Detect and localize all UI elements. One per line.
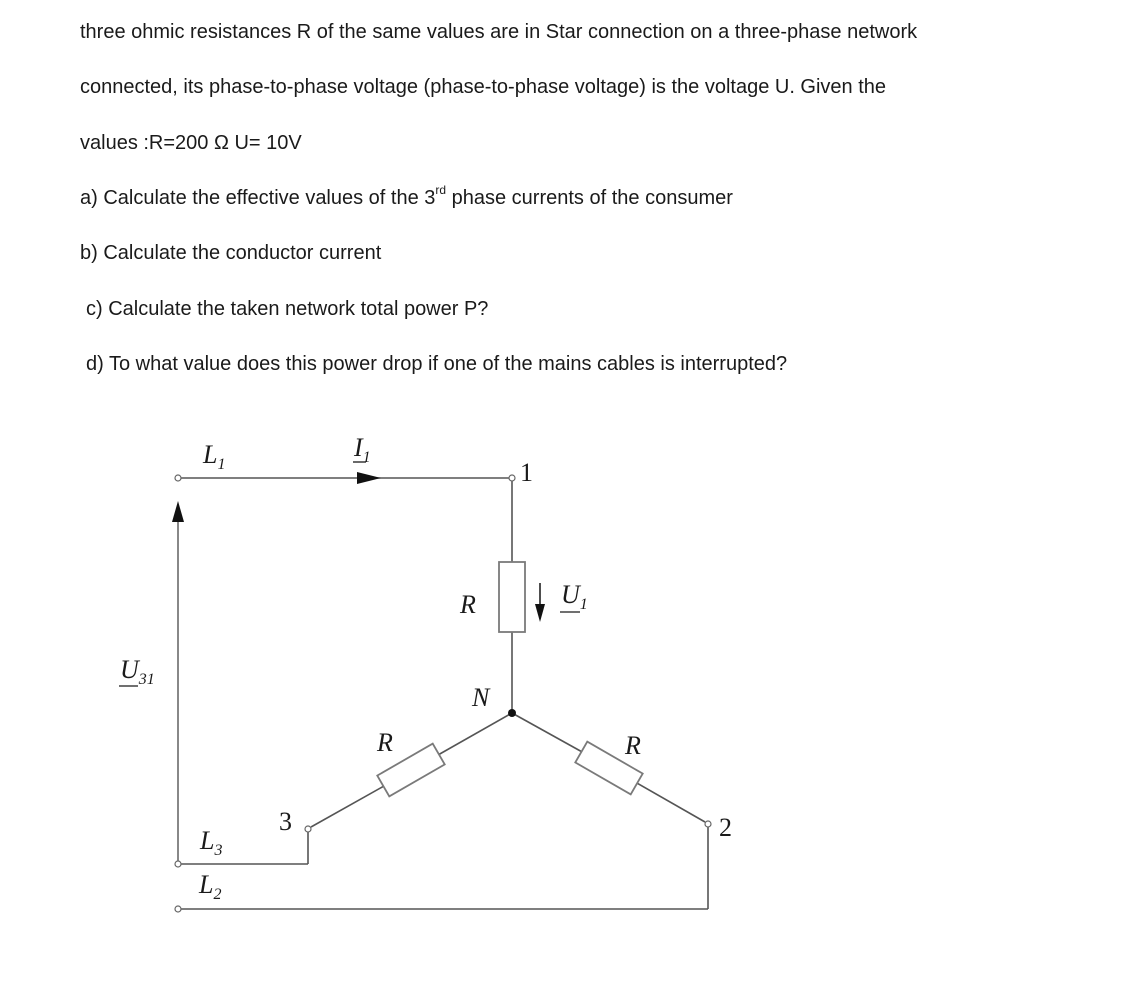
terminal-1 xyxy=(509,475,515,481)
terminal-3 xyxy=(305,826,311,832)
question-a-text: a) Calculate the effective values of the 3 xyxy=(80,187,436,209)
circuit-wires xyxy=(178,478,708,909)
problem-line-3: values :R=200 Ω U= 10V xyxy=(80,132,302,154)
u1-arrow-head xyxy=(535,604,545,622)
label-n: N xyxy=(472,683,490,712)
label-terminal-1: 1 xyxy=(520,458,533,487)
label-l2: $L_2$ xyxy=(199,870,222,903)
resistors xyxy=(377,562,642,796)
label-r-phase-1: R xyxy=(460,590,476,619)
terminal-2 xyxy=(705,821,711,827)
question-c: c) Calculate the taken network total power P? xyxy=(86,298,489,320)
terminal-l3-source xyxy=(175,861,181,867)
current-arrow-i1 xyxy=(357,472,381,484)
terminal-l1-source xyxy=(175,475,181,481)
label-terminal-3: 3 xyxy=(279,807,292,836)
label-l3: $L_3$ xyxy=(200,826,223,859)
label-l1: $L_1$ xyxy=(203,440,226,473)
problem-line-1: three ohmic resistances R of the same values are in Star connection on a three-phase network xyxy=(80,21,918,43)
wire-n-to-r-right xyxy=(512,713,584,753)
u31-arrow-head xyxy=(172,501,184,522)
wire-r-right-to-2 xyxy=(635,782,705,822)
question-d: d) To what value does this power drop if one of the mains cables is interrupted? xyxy=(86,353,788,375)
wire-n-to-r-left xyxy=(438,713,512,755)
question-a-superscript: rd xyxy=(435,183,447,198)
label-r-phase-3: R xyxy=(377,728,393,757)
label-u31: $U_{31}$ xyxy=(120,655,155,688)
terminals xyxy=(175,475,711,912)
terminal-l2-source xyxy=(175,906,181,912)
label-u1: $U_1$ xyxy=(561,580,588,613)
question-a-text-end: phase currents of the consumer xyxy=(446,187,733,209)
question-b: b) Calculate the conductor current xyxy=(80,242,382,264)
label-terminal-2: 2 xyxy=(719,813,732,842)
resistor-phase-1 xyxy=(499,562,525,632)
label-r-phase-2: R xyxy=(625,731,641,760)
label-i1: $I_1$ xyxy=(354,433,371,466)
neutral-point xyxy=(508,709,516,717)
problem-line-2: connected, its phase-to-phase voltage (phase-to-phase voltage) is the voltage U. Given the xyxy=(80,76,887,98)
circuit-labels xyxy=(119,433,732,903)
wire-r-left-to-3 xyxy=(311,786,384,827)
